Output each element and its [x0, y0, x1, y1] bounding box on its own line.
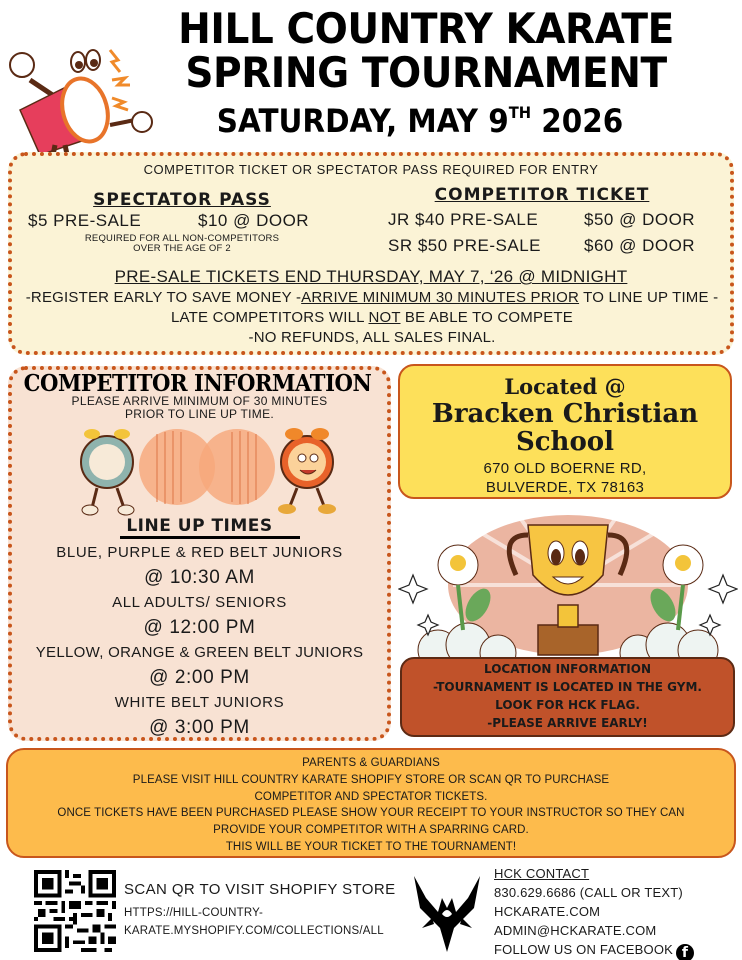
contact-website[interactable]: HCKARATE.COM	[494, 904, 601, 919]
venue-name-line-1: Bracken Christian	[431, 399, 699, 429]
parents-line-5: THIS WILL BE YOUR TICKET TO THE TOURNAMENT!	[225, 840, 517, 853]
parents-guardians-box	[6, 748, 736, 858]
parents-line-1: PLEASE VISIT HILL COUNTRY KARATE SHOPIFY STORE OR SCAN QR TO PURCHASE	[132, 773, 610, 786]
parents-line-3: ONCE TICKETS HAVE BEEN PURCHASED PLEASE SHOW YOUR RECEIPT TO YOUR INSTRUCTOR SO THEY CAN	[57, 807, 685, 820]
facebook-follow-label: FOLLOW US ON FACEBOOK	[494, 942, 674, 957]
location-info-line-2: LOOK FOR HCK FLAG.	[495, 698, 640, 712]
location-info-heading: LOCATION INFORMATION	[484, 662, 651, 676]
rule-not-emphasis: NOT	[368, 309, 401, 326]
spectator-door-price: $10 @ DOOR	[198, 211, 310, 230]
jr-door-price: $50 @ DOOR	[584, 210, 696, 229]
subtitle-line-1: PLEASE ARRIVE MINIMUM OF 30 MINUTES	[71, 394, 328, 408]
lineup-heading-underline	[120, 536, 300, 539]
competitor-info-box	[8, 366, 391, 741]
address-line-2: BULVERDE, TX 78163	[485, 479, 645, 496]
date-prefix: SATURDAY, MAY 9	[216, 102, 509, 140]
spectator-pass-heading: SPECTATOR PASS	[93, 190, 271, 210]
lineup-time-2: @ 12:00 PM	[143, 617, 256, 638]
located-at-label: Located @	[504, 374, 626, 399]
date-suffix: TH	[508, 103, 532, 122]
jr-presale-price: JR $40 PRE-SALE	[388, 210, 539, 229]
contact-phone[interactable]: 830.629.6686 (CALL OR TEXT)	[494, 885, 683, 900]
competitor-info-title: COMPETITOR INFORMATION	[23, 370, 372, 397]
rule-no-refunds: -NO REFUNDS, ALL SALES FINAL.	[248, 329, 496, 346]
presale-deadline: PRE-SALE TICKETS END THURSDAY, MAY 7, ‘26 @ MIDNIGHT	[114, 267, 628, 286]
title-line-1: HILL COUNTRY KARATE	[178, 4, 674, 53]
rules-text	[16, 288, 728, 348]
location-box	[398, 364, 732, 499]
sr-presale-price: SR $50 PRE-SALE	[388, 236, 542, 255]
venue-name-line-2: School	[515, 427, 615, 457]
rule-compete: BE ABLE TO COMPETE	[400, 309, 573, 326]
location-info-box	[400, 657, 735, 737]
date-year: 2026	[531, 102, 624, 140]
rule-register-early: -REGISTER EARLY TO SAVE MONEY -	[25, 289, 302, 306]
location-info-line-1: -TOURNAMENT IS LOCATED IN THE GYM.	[433, 680, 702, 694]
title-line-2: SPRING TOURNAMENT	[185, 48, 667, 97]
sr-door-price: $60 @ DOOR	[584, 236, 696, 255]
alarm-clocks-illustration	[62, 422, 352, 517]
facebook-icon[interactable]: f	[676, 944, 694, 960]
spectator-note-line-2: OVER THE AGE OF 2	[133, 243, 231, 254]
contact-block	[494, 864, 694, 960]
parents-line-2: COMPETITOR AND SPECTATOR TICKETS.	[254, 790, 488, 803]
lineup-times-heading: LINE UP TIMES	[126, 516, 273, 536]
spectator-presale-price: $5 PRE-SALE	[28, 211, 142, 230]
url-line-1[interactable]: HTTPS://HILL-COUNTRY-	[124, 907, 264, 919]
lineup-group-2: ALL ADULTS/ SENIORS	[112, 594, 287, 611]
rule-late-competitors: TO LINE UP TIME -LATE COMPETITORS WILL	[171, 289, 719, 326]
location-info-line-3: -PLEASE ARRIVE EARLY!	[487, 716, 648, 730]
spectator-note	[52, 234, 312, 254]
ticket-info-box	[8, 152, 734, 355]
entry-requirement: COMPETITOR TICKET OR SPECTATOR PASS REQUIRED FOR ENTRY	[143, 162, 599, 177]
spectator-pass-section	[52, 190, 312, 210]
lineup-list	[8, 540, 391, 740]
parents-heading: PARENTS & GUARDIANS	[302, 757, 440, 769]
competitor-info-subtitle	[12, 395, 387, 421]
competitor-ticket-heading: COMPETITOR TICKET	[434, 185, 650, 205]
url-line-2[interactable]: KARATE.MYSHOPIFY.COM/COLLECTIONS/ALL	[124, 925, 384, 937]
competitor-ticket-section	[412, 185, 672, 205]
subtitle-line-2: PRIOR TO LINE UP TIME.	[124, 407, 275, 421]
rule-arrive-early: ARRIVE MINIMUM 30 MINUTES PRIOR	[301, 289, 580, 306]
shopify-url-link[interactable]	[124, 904, 384, 940]
contact-heading: HCK CONTACT	[494, 866, 590, 881]
address-line-1: 670 OLD BOERNE RD,	[483, 460, 647, 477]
lineup-group-4: WHITE BELT JUNIORS	[114, 694, 285, 711]
facebook-follow[interactable]	[494, 940, 694, 960]
lineup-time-4: @ 3:00 PM	[149, 717, 250, 738]
venue-name	[400, 400, 730, 456]
venue-address	[400, 459, 730, 497]
lineup-group-1: BLUE, PURPLE & RED BELT JUNIORS	[56, 544, 343, 561]
lineup-time-3: @ 2:00 PM	[149, 667, 250, 688]
lineup-group-3: YELLOW, ORANGE & GREEN BELT JUNIORS	[35, 644, 364, 661]
hck-phoenix-logo	[412, 868, 482, 954]
trophy-mascot-illustration	[398, 505, 738, 660]
parents-line-4: PROVIDE YOUR COMPETITOR WITH A SPARRING CARD.	[213, 824, 529, 837]
shopify-qr-code[interactable]	[34, 870, 116, 952]
contact-email[interactable]: ADMIN@HCKARATE.COM	[494, 923, 657, 938]
scan-qr-label: SCAN QR TO VISIT SHOPIFY STORE	[124, 881, 396, 898]
event-date	[172, 102, 669, 140]
lineup-time-1: @ 10:30 AM	[144, 567, 255, 588]
spectator-note-line-1: REQUIRED FOR ALL NON-COMPETITORS	[84, 233, 280, 244]
